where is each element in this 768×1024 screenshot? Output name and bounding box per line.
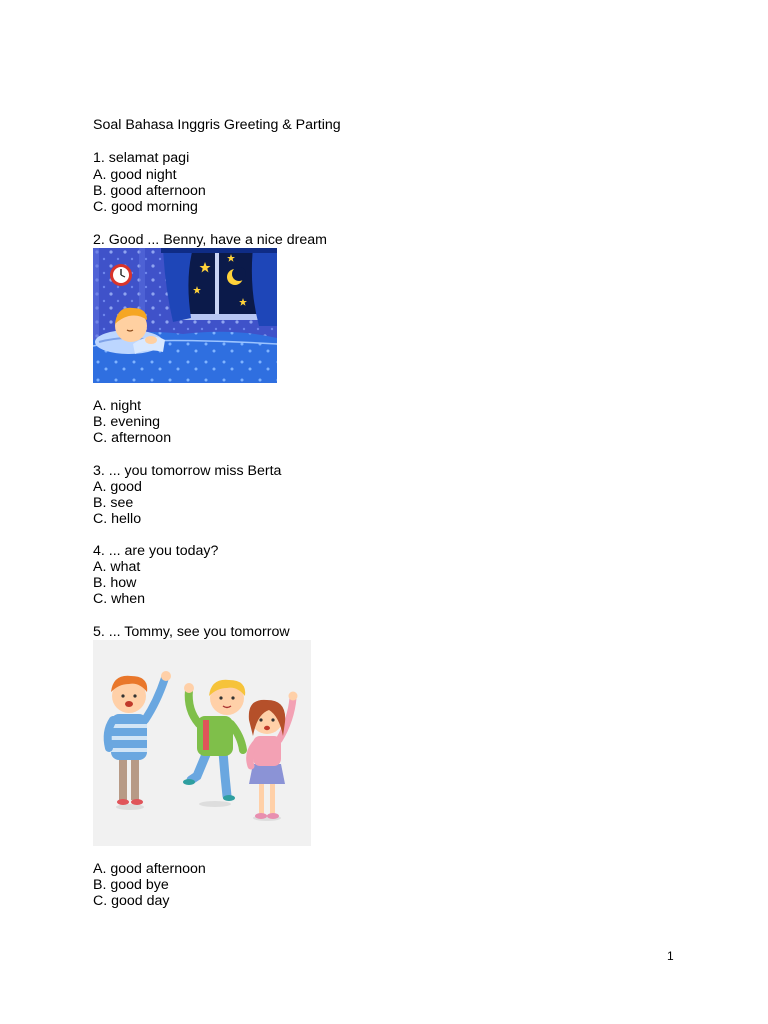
question-5-option-a: A. good afternoon [93, 861, 206, 877]
question-1-option-c: C. good morning [93, 199, 198, 215]
question-5-option-b: B. good bye [93, 877, 169, 893]
question-2-option-a: A. night [93, 398, 142, 414]
question-4-option-b: B. how [93, 575, 137, 591]
question-3-prompt: 3. ... you tomorrow miss Berta [93, 463, 282, 479]
question-3-option-a: A. good [93, 479, 142, 495]
waving-children-illustration [93, 640, 311, 846]
question-5-option-c: C. good day [93, 893, 170, 909]
question-4-option-c: C. when [93, 591, 146, 607]
question-3-option-c: C. hello [93, 511, 142, 527]
question-4-option-a: A. what [93, 559, 141, 575]
question-1-option-b: B. good afternoon [93, 183, 206, 199]
question-2-option-c: C. afternoon [93, 430, 172, 446]
question-3-option-b: B. see [93, 495, 134, 511]
document-title: Soal Bahasa Inggris Greeting & Parting [93, 117, 341, 133]
sleeping-boy-illustration [93, 248, 277, 383]
question-2-option-b: B. evening [93, 414, 161, 430]
question-1-option-a: A. good night [93, 167, 177, 183]
page-number: 1 [667, 949, 674, 963]
question-2-prompt: 2. Good ... Benny, have a nice dream [93, 232, 327, 248]
question-5-prompt: 5. ... Tommy, see you tomorrow [93, 624, 290, 640]
question-1-prompt: 1. selamat pagi [93, 150, 190, 166]
question-4-prompt: 4. ... are you today? [93, 543, 219, 559]
